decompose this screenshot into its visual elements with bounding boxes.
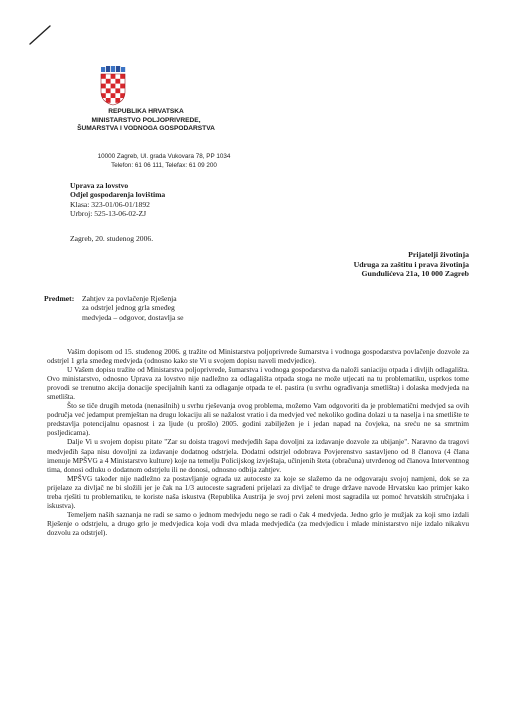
subject-line: medvjeda – odgovor, dostavlja se — [82, 312, 184, 322]
body-paragraph: MPŠVG također nije nadležno za postavljanje ograda uz autoceste za koje se slažemo da ne odgovaraju svojoj namjeni, dok se za prijelaze za divljač ne bi složili jer je čak na 1/3 autoceste sagrađeni prijelazi za divljač te druge države navode Hrvatsku kao primjer kako treba rješiti tu problematiku, te koriste naša iskustva (Republika Austrija je svoj prvi zeleni most sagradila uz pomoć hrvatskih stručnjaka i iskustva). — [47, 473, 469, 510]
recipient-address: Gundulićeva 21a, 10 000 Zagreb — [361, 269, 469, 279]
ministry-address — [36, 153, 284, 170]
department-subline: Odjel gospodarenja lovištima — [70, 190, 166, 200]
subject-label: Predmet: — [44, 294, 75, 303]
recipient-name: Prijatelji životinja — [408, 250, 469, 259]
subject-text — [82, 294, 282, 322]
ministry-line: ŠUMARSTVA I VODNOGA GOSPODARSTVA — [77, 125, 215, 133]
body-paragraph: Temeljem naših saznanja ne radi se samo o jednom medvjedu nego se radi o čak 4 medvjeda. Jedno grlo je mužjak za koji smo izdali Rješenje o odstrjelu, a drugo grlo je medvjedica koja vodi dva mlada medvjedića (za medvjedicu i mlade ministarstvo nije izdalo nikakvu dozvolu za odstrjel). — [47, 509, 469, 537]
urbroj-number: Urbroj: 525-13-06-02-ZJ — [70, 209, 147, 219]
body-paragraph: Vašim dopisom od 15. studenog 2006. g tražite od Ministarstva poljoprivrede šumarstva i vodnoga gospodarstva povlačenje dozvole za odstrjel 1 grla smeđeg medvjeda (odnosno kako ste Vi u svojem dopisu naveli medvjedice). — [47, 347, 469, 366]
letter-date: Zagreb, 20. studenog 2006. — [70, 234, 154, 243]
department-line: Uprava za lovstvo — [70, 181, 129, 190]
subject-line: za odstrjel jednog grla smeđeg — [82, 303, 175, 313]
recipient-block — [354, 250, 469, 279]
letter-body — [47, 347, 469, 537]
department-block — [70, 181, 165, 219]
ministry-line: MINISTARSTVO POLJOPRIVREDE, — [91, 116, 201, 124]
ministry-line: REPUBLIKA HRVATSKA — [108, 108, 184, 115]
ministry-header — [56, 108, 236, 134]
address-line: 10000 Zagreb, Ul. grada Vukovara 78, PP 1034 — [97, 153, 231, 160]
pen-stroke-mark — [28, 24, 52, 46]
address-line: Telefon: 61 06 111, Telefax: 61 09 200 — [111, 161, 217, 169]
klasa-number: Klasa: 323-01/06-01/1892 — [70, 199, 150, 209]
subject-line: Zahtjev za povlačenje Rješenja — [82, 294, 177, 303]
body-paragraph: U Vašem dopisu tražite od Ministarstva poljoprivrede, šumarstva i vodnoga gospodarstva da naloži saniaciju otpada i divljih odlagališta. Ovo ministarstvo, odnosno Uprava za lovstvo nije nadležno za odlagališta otpada stoga ne može utjecati na tu problematiku, usprkos tome provodi se trenutno akcija donacije specijalnih kanti za odlaganje otpada te el. pastira (u svrhu ograđivanja smetlišta) i dolaska medvjeda na smetlišta. — [47, 365, 469, 402]
body-paragraph: Dalje Vi u svojem dopisu pitate "Zar su doista tragovi medvjeđih šapa dovoljni za izdavanje dozvole za ubijanje". Naravno da tragovi medvjeđih šapa nisu dovoljni za izdavanje dodatnog odstrjela. Dodatni odstrjel odobrava Povjerenstvo sastavljeno od 8 članova (4 člana imenuje MPŠVG a 4 Ministarstvo kulture) koje na temelju Policijskog izvještaja, učinjenih šteta (obračuna) utvrđenog od članova Interventnog tima, donosi odluku o dodatnom odstrjelu ili ne donosi, odnosno odbija zahtjev. — [47, 437, 469, 474]
body-paragraph: Što se tiče drugih metoda (nenasilnih) u svrhu rješevanja ovog problema, možemo Vam odgovoriti da je problematični medvjed sa ovih područja već jedamput premještan na drugu lokaciju ali se nažalost vratio i da medvjed već nekoliko godina dolazi u ta naselja i na smetlište te predstavlja potencijalnu opasnost i za ljude (u prošlo) 2005. godini zabilježen je i jedan napad na čovjeka, na sreću ne sa smrtnim posljedicama). — [47, 401, 469, 438]
croatian-coat-of-arms-icon — [100, 66, 126, 106]
recipient-organization: Udruga za zaštitu i prava životinja — [353, 259, 469, 269]
